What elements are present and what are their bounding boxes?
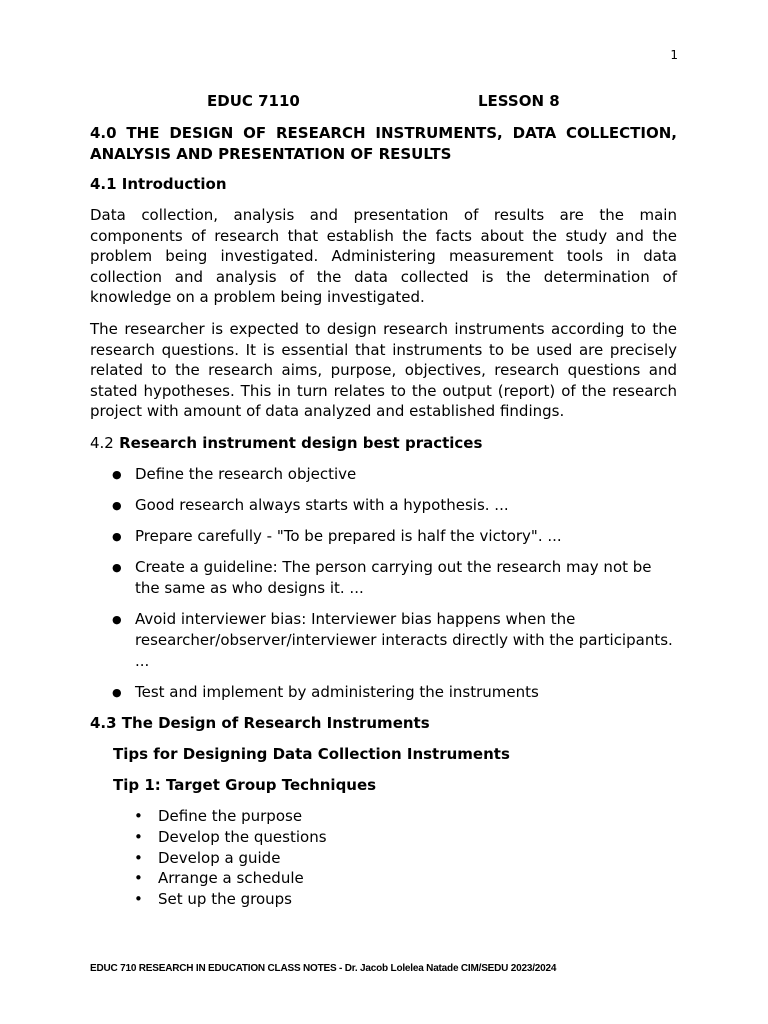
section-heading-4-3: 4.3 The Design of Research Instruments <box>90 713 430 732</box>
bullet-icon: ● <box>112 685 122 699</box>
best-practices-list <box>90 464 677 703</box>
tip-1-list <box>90 806 677 910</box>
bullet-icon: • <box>134 806 143 825</box>
list-item-text: Avoid interviewer bias: Interviewer bias happens when the researcher/observer/interviewer interacts directly with the participants. ... <box>135 609 673 670</box>
bullet-icon: ● <box>112 612 122 626</box>
section-number: 4.2 <box>90 433 114 452</box>
tip-1-heading: Tip 1: Target Group Techniques <box>113 775 377 794</box>
bullet-icon: • <box>134 827 143 846</box>
list-item-text: Develop the questions <box>158 827 327 846</box>
list-item <box>90 827 677 848</box>
list-item <box>90 495 677 516</box>
course-code: EDUC 7110 <box>207 92 300 110</box>
list-item-text: Develop a guide <box>158 848 281 867</box>
list-item <box>90 806 677 827</box>
list-item <box>90 464 677 485</box>
section-heading-4-2 <box>90 433 677 454</box>
tips-heading: Tips for Designing Data Collection Instruments <box>113 744 510 763</box>
section-heading-4-1: 4.1 Introduction <box>90 175 227 193</box>
bullet-icon: ● <box>112 560 122 574</box>
chapter-title: 4.0 THE DESIGN OF RESEARCH INSTRUMENTS, DATA COLLECTION, ANALYSIS AND PRESENTATION OF RESULTS <box>90 124 677 163</box>
list-item <box>90 526 677 547</box>
lesson-label: LESSON 8 <box>478 92 560 110</box>
list-item <box>90 868 677 889</box>
list-item <box>90 848 677 869</box>
list-item <box>90 889 677 910</box>
bullet-icon: • <box>134 848 143 867</box>
bullet-icon: ● <box>112 498 122 512</box>
page-footer: EDUC 710 RESEARCH IN EDUCATION CLASS NOTES - Dr. Jacob Lolelea Natade CIM/SEDU 2023/2024 <box>90 963 557 974</box>
list-item-text: Test and implement by administering the instruments <box>135 682 539 701</box>
intro-paragraph-1: Data collection, analysis and presentation of results are the main components of research that establish the facts about the study and the problem being investigated. Administering measurement tools in data collection and analysis of the data collected is the determination of knowledge on a problem being investigated. <box>90 206 677 307</box>
list-item-text: Arrange a schedule <box>158 869 304 888</box>
bullet-icon: ● <box>112 529 122 543</box>
bullet-icon: • <box>134 890 143 909</box>
list-item <box>90 682 677 703</box>
list-item <box>90 557 677 599</box>
bullet-icon: • <box>134 869 143 888</box>
intro-paragraph-2: The researcher is expected to design research instruments according to the research questions. It is essential that instruments to be used are precisely related to the research aims, purpose, objectives, research questions and stated hypotheses. This in turn relates to the output (report) of the research project with amount of data analyzed and established findings. <box>90 319 677 421</box>
list-item-text: Set up the groups <box>158 890 292 909</box>
page-number: 1 <box>670 48 678 62</box>
list-item-text: Define the research objective <box>135 464 357 483</box>
list-item-text: Good research always starts with a hypothesis. ... <box>135 495 509 514</box>
document-body <box>90 123 677 910</box>
list-item-text: Define the purpose <box>158 806 303 825</box>
section-title: Research instrument design best practices <box>119 433 483 452</box>
list-item-text: Prepare carefully - "To be prepared is half the victory". ... <box>135 526 562 545</box>
bullet-icon: ● <box>112 467 122 481</box>
list-item <box>90 609 677 672</box>
list-item-text: Create a guideline: The person carrying out the research may not be the same as who designs it. ... <box>135 557 652 597</box>
